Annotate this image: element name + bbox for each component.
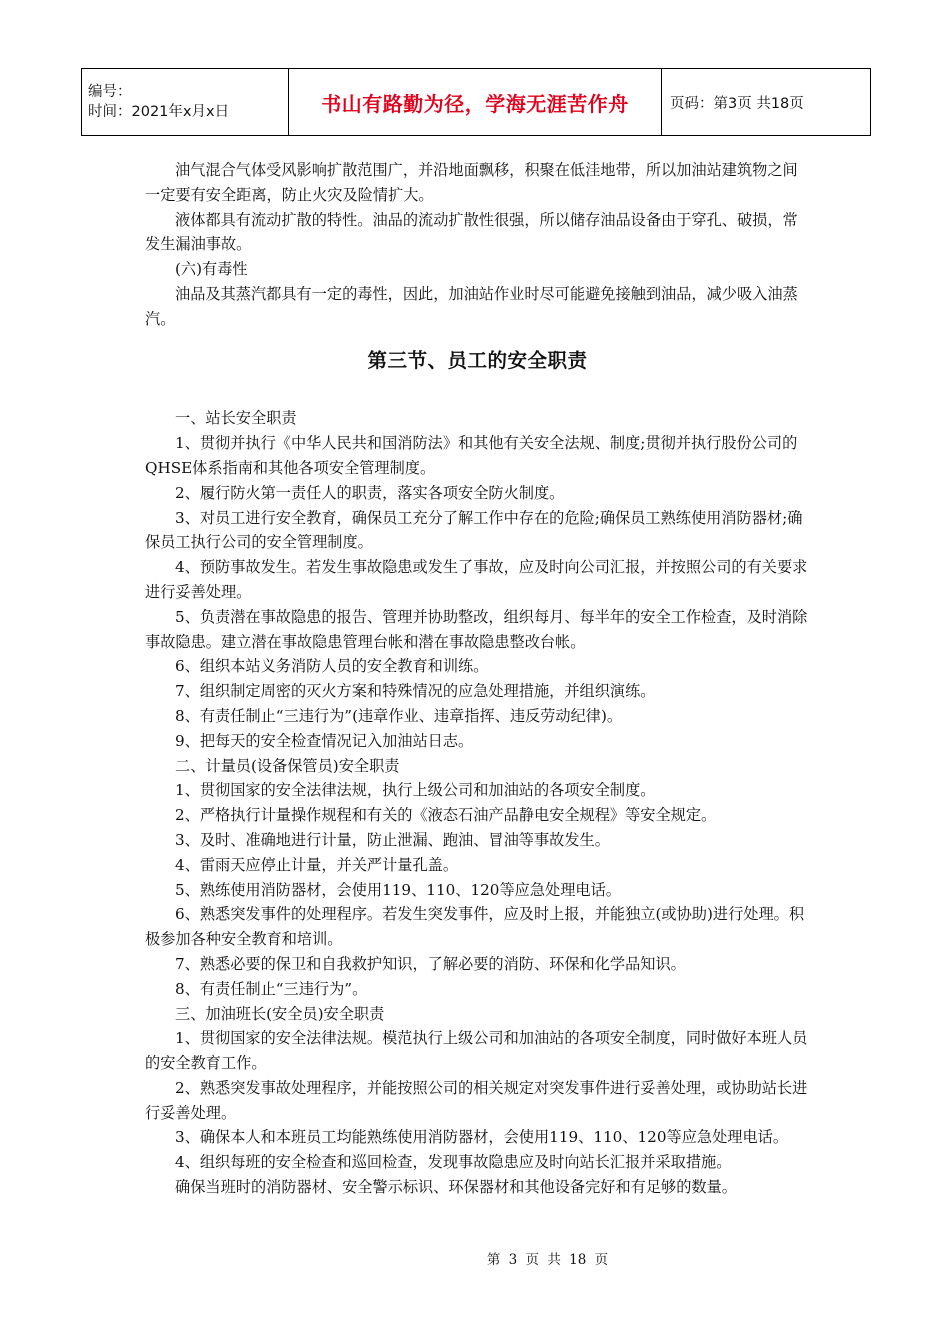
paragraph: 3、确保本人和本班员工均能熟练使用消防器材，会使用119、110、120等应急处理电话。	[175, 1128, 789, 1147]
paragraph: 4、组织每班的安全检查和巡回检查，发现事故隐患应及时向站长汇报并采取措施。	[175, 1153, 732, 1172]
paragraph: 1、贯彻国家的安全法律法规。模范执行上级公司和加油站的各项安全制度，同时做好本班人员的安全教育工作。	[145, 1029, 808, 1073]
paragraph: 确保当班时的消防器材、安全警示标识、环保器材和其他设备完好和有足够的数量。	[175, 1178, 737, 1197]
paragraph: 8、有责任制止“三违行为”。	[175, 979, 368, 998]
paragraph: 5、负责潜在事故隐患的报告、管理并协助整改，组织每月、每半年的安全工作检查，及时消除事故隐患。建立潜在事故隐患管理台帐和潜在事故隐患整改台帐。	[145, 607, 808, 651]
header-table	[81, 68, 871, 136]
header-motto: 书山有路勤为径，学海无涯苦作舟	[289, 69, 662, 136]
paragraph: 4、预防事故发生。若发生事故隐患或发生了事故，应及时向公司汇报，并按照公司的有关要求进行妥善处理。	[145, 558, 808, 601]
document-body	[145, 158, 810, 1200]
header-meta	[82, 69, 289, 136]
paragraph: 6、熟悉突发事件的处理程序。若发生突发事件，应及时上报，并能独立(或协助)进行处理。积极参加各种安全教育和培训。	[145, 905, 805, 949]
paragraph: 2、熟悉突发事故处理程序，并能按照公司的相关规定对突发事件进行妥善处理，或协助站长进行妥善处理。	[145, 1078, 808, 1122]
paragraph: 7、熟悉必要的保卫和自我救护知识，了解必要的消防、环保和化学品知识。	[175, 954, 686, 973]
paragraph: 9、把每天的安全检查情况记入加油站日志。	[175, 731, 474, 750]
paragraph: 油品及其蒸汽都具有一定的毒性，因此，加油站作业时尽可能避免接触到油品，减少吸入油蒸汽。	[145, 284, 798, 328]
paragraph: 4、雷雨天应停止计量，并关严计量孔盖。	[175, 855, 459, 874]
paragraph: 2、履行防火第一责任人的职责，落实各项安全防火制度。	[175, 483, 565, 502]
main-paragraphs	[145, 406, 810, 1200]
paragraph: (六)有毒性	[175, 260, 248, 279]
paragraph: 油气混合气体受风影响扩散范围广，并沿地面飘移，积聚在低洼地带，所以加油站建筑物之间一定要有安全距离，防止火灾及险情扩大。	[145, 161, 798, 204]
paragraph: 2、严格执行计量操作规程和有关的《液态石油产品静电安全规程》等安全规定。	[175, 806, 717, 825]
header-page-info: 页码：第3页 共18页	[662, 69, 871, 136]
paragraph: 三、加油班长(安全员)安全职责	[175, 1004, 385, 1023]
paragraph: 5、熟练使用消防器材，会使用119、110、120等应急处理电话。	[175, 880, 621, 899]
paragraph: 1、贯彻国家的安全法律法规，执行上级公司和加油站的各项安全制度。	[175, 781, 656, 800]
intro-paragraphs	[145, 158, 810, 332]
code-label: 编号：	[88, 84, 132, 100]
paragraph: 6、组织本站义务消防人员的安全教育和训练。	[175, 657, 489, 676]
paragraph: 一、站长安全职责	[175, 409, 297, 428]
paragraph: 二、计量员(设备保管员)安全职责	[175, 756, 400, 775]
paragraph: 液体都具有流动扩散的特性。油品的流动扩散性很强，所以储存油品设备由于穿孔、破损，常发生漏油事故。	[145, 210, 798, 254]
paragraph: 8、有责任制止“三违行为”(违章作业、违章指挥、违反劳动纪律)。	[175, 706, 623, 725]
paragraph: 7、组织制定周密的灭火方案和特殊情况的应急处理措施，并组织演练。	[175, 682, 656, 701]
date-label: 时间：2021年x月x日	[88, 104, 230, 120]
page-footer: 第 3 页 共 18 页	[486, 1252, 609, 1268]
paragraph: 1、贯彻并执行《中华人民共和国消防法》和其他有关安全法规、制度;贯彻并执行股份公司的QHSE体系指南和其他各项安全管理制度。	[145, 434, 798, 477]
section-title: 第三节、员工的安全职责	[367, 348, 588, 372]
paragraph: 3、对员工进行安全教育，确保员工充分了解工作中存在的危险;确保员工熟练使用消防器材;确保员工执行公司的安全管理制度。	[145, 508, 803, 552]
paragraph: 3、及时、准确地进行计量，防止泄漏、跑油、冒油等事故发生。	[175, 830, 610, 849]
